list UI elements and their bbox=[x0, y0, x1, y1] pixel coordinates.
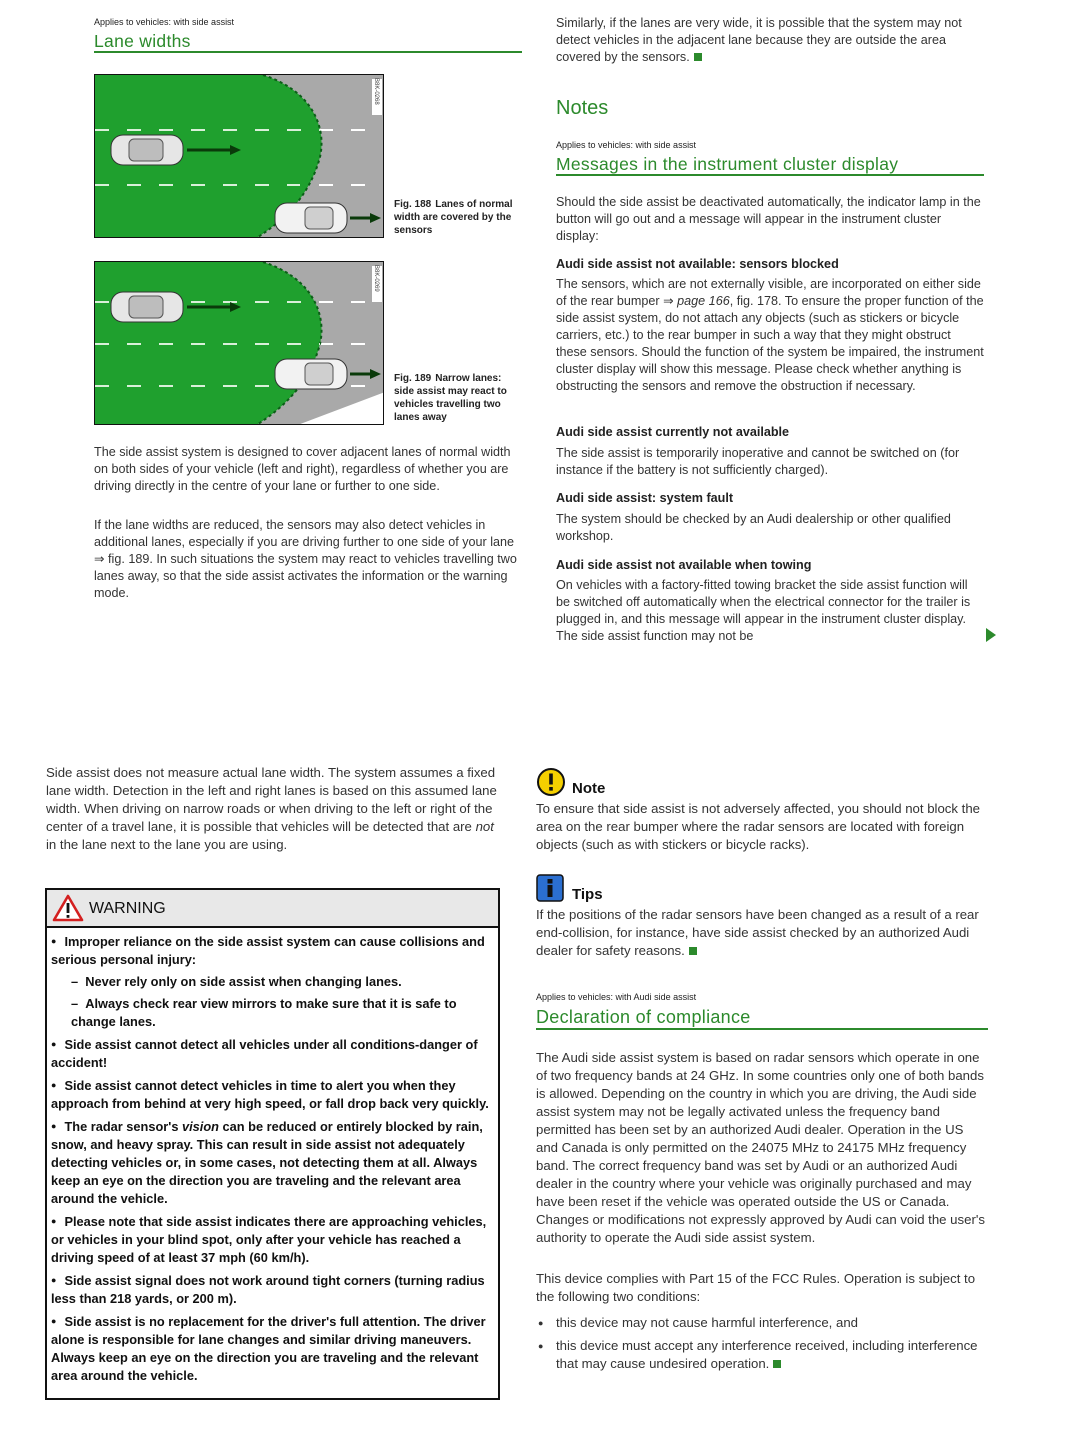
page-ref-arrow: ⇒ bbox=[663, 294, 674, 308]
message-2-heading: Audi side assist currently not available bbox=[556, 425, 790, 439]
tips-title: Tips bbox=[572, 886, 603, 903]
warning-item-7-text: Side assist is no replacement for the driver's full attention. The driver alone is responsible for lane changes and similar driving maneuvers. Always keep an eye on the direction you are traveling and the relevant area around the vehicle. bbox=[51, 1314, 486, 1383]
fig-189-link[interactable]: ⇒ fig. 189 bbox=[94, 552, 150, 566]
declaration-text: The Audi side assist system is based on radar sensors which operate in one of two frequency bands at 24 GHz. In some countries only one of both bands is allowed. Depending on the country in which you are driving, the Audi side assist system may not be legally activated unless the frequency band permitted has been set by an authorized Audi dealer. Operation in the US and Canada is only permitted on the 24075 MHz to 24175 MHz frequency band. The correct frequency band was set by Audi or an authorized Audi dealer in the country where your vehicle was originally purchased and may have been reset if the vehicle was operated outside the US or Canada. Changes or modifications not expressly approved by Audi can void the user's authority to operate the Audi side assist system. bbox=[536, 1050, 985, 1245]
warning-header bbox=[47, 890, 498, 928]
warning-item-5 bbox=[51, 1212, 492, 1267]
lane-width-paragraph bbox=[46, 764, 498, 854]
warning-item-2-text: Side assist cannot detect all vehicles under all conditions-danger of accident! bbox=[51, 1037, 478, 1070]
warning-item-5-text: Please note that side assist indicates there are approaching vehicles, or vehicles in your blind spot, only after your vehicle has reached a driving speed of at least 37 mph (60 km/h). bbox=[51, 1214, 487, 1265]
lane-diagram-narrow bbox=[95, 262, 384, 425]
messages-intro: Should the side assist be deactivated automatically, the indicator lamp in the button will go out and a message will appear in the instrument cluster display: bbox=[556, 195, 981, 243]
note-title: Note bbox=[572, 780, 606, 797]
end-square-icon bbox=[689, 947, 697, 955]
warning-content bbox=[47, 928, 498, 1385]
message-1-heading: Audi side assist not available: sensors blocked bbox=[556, 257, 839, 271]
warning-subitem-2: – Always check rear view mirrors to make sure that it is safe to change lanes. bbox=[71, 996, 457, 1029]
warning-subitem-1-text: Never rely only on side assist when changing lanes. bbox=[85, 974, 402, 989]
warning-item-4-emphasis: vision bbox=[182, 1119, 219, 1134]
warning-box bbox=[45, 888, 500, 1400]
message-4-heading: Audi side assist not available when towing bbox=[556, 558, 812, 572]
tips-text bbox=[536, 906, 988, 960]
wide-lanes-text: Similarly, if the lanes are very wide, it is possible that the system may not detect vehicles in the adjacent lane because they are outside the area covered by the sensors. bbox=[556, 16, 962, 64]
fcc-condition-2-text: this device must accept any interference received, including interference that may cause undesired operation. bbox=[556, 1338, 978, 1371]
lane-paragraph-2 bbox=[94, 517, 522, 602]
figure-188-caption-text: Lanes of normal width are covered by the sensors bbox=[394, 199, 513, 236]
lane-paragraph-2-text-end: . In such situations the system may react to vehicles travelling two lanes away, so that the side assist activates the information or the warning mode. bbox=[94, 552, 517, 600]
message-1-text bbox=[556, 276, 984, 395]
figure-188-number: Fig. 188 bbox=[394, 199, 432, 210]
figure-189-code: B8K-0269 bbox=[373, 265, 379, 292]
warning-item-4-text-a: The radar sensor's bbox=[64, 1119, 182, 1134]
fcc-condition-2 bbox=[536, 1337, 988, 1373]
tips-info-icon bbox=[536, 874, 564, 902]
lane-width-text-a: Side assist does not measure actual lane width. The system assumes a fixed lane width. Detection in the left and right lanes is based on this assumed lane width. When driving on narrow roads or when driving to the left or right of the center of a travel lane, it is possible that vehicles will be detected that are bbox=[46, 765, 497, 834]
figure-189-caption-text: Narrow lanes: side assist may react to vehicles travelling two lanes away bbox=[394, 373, 507, 423]
figure-188-caption bbox=[394, 198, 524, 237]
applies-note: Applies to vehicles: with side assist bbox=[94, 17, 235, 27]
warning-item-4-text-b: can be reduced or entirely blocked by rain, snow, and heavy spray. This can result in side assist not adequately detecting vehicles or, in some cases, not detecting them at all. Always keep an eye on the direction you are traveling and the relevant area around the vehicle. bbox=[51, 1119, 483, 1206]
message-4-text: On vehicles with a factory-fitted towing bracket the side assist function will be switched off automatically when the electrical connector for the trailer is plugged in, and this message will appear in the instrument cluster display. The side assist function may not be bbox=[556, 578, 971, 643]
note-exclamation-icon bbox=[536, 767, 566, 797]
continue-arrow-icon bbox=[985, 628, 997, 642]
fcc-condition-1 bbox=[536, 1314, 988, 1332]
applies-note-messages: Applies to vehicles: with side assist bbox=[556, 140, 697, 150]
tips-text-content: If the positions of the radar sensors have been changed as a result of a rear end-collision, for instance, have side assist checked by an authorized Audi dealer for safety reasons. bbox=[536, 907, 979, 958]
warning-title: WARNING bbox=[89, 900, 166, 917]
note-text: To ensure that side assist is not adversely affected, you should not block the area on the rear bumper where the radar sensors are located with foreign objects (such as with stickers or bicycle racks). bbox=[536, 801, 980, 852]
warning-triangle-icon bbox=[52, 894, 84, 922]
heading-lane-widths: Lane widths bbox=[94, 31, 191, 51]
warning-item-6-text: Side assist signal does not work around tight corners (turning radius less than 218 yards, or 200 m). bbox=[51, 1273, 485, 1306]
lane-width-emphasis: not bbox=[475, 819, 494, 834]
figure-189-number: Fig. 189 bbox=[394, 373, 432, 384]
heading-rule-declaration bbox=[536, 1028, 988, 1030]
warning-item-1-text: Improper reliance on the side assist system can cause collisions and serious personal injury: bbox=[51, 934, 485, 967]
figure-188 bbox=[94, 74, 384, 238]
warning-item-3-text: Side assist cannot detect vehicles in time to alert you when they approach from behind at very high speed, or fall drop back very quickly. bbox=[51, 1078, 489, 1111]
lane-paragraph-1: The side assist system is designed to cover adjacent lanes of normal width on both sides of your vehicle (left and right), regardless of whether you are driving directly in the centre of your lane or further to one side. bbox=[94, 445, 511, 493]
message-1-text-b: , fig. 178. To ensure the proper function of the side assist system, do not attach any objects (such as stickers or bicycle carriers, etc.) to the rear bumper in such a way that they might obstruct these sensors. Should the function of the system be impaired, the instrument cluster display will show this message. Please check whether anything is obstructing the sensors and remove the obstruction if necessary. bbox=[556, 294, 984, 393]
message-3-heading: Audi side assist: system fault bbox=[556, 491, 734, 505]
warning-item-3 bbox=[51, 1076, 492, 1113]
message-2-text: The side assist is temporarily inoperative and cannot be switched on (for instance if the battery is not sufficiently charged). bbox=[556, 446, 960, 477]
lane-width-text-b: in the lane next to the lane you are using. bbox=[46, 837, 288, 852]
heading-messages: Messages in the instrument cluster display bbox=[556, 154, 899, 174]
wide-lanes-paragraph bbox=[556, 15, 981, 66]
heading-rule-messages bbox=[556, 174, 984, 176]
applies-note-compliance: Applies to vehicles: with Audi side assist bbox=[536, 992, 697, 1002]
figure-188-code: B8K-0268 bbox=[373, 78, 379, 105]
notes-heading: Notes bbox=[556, 97, 609, 119]
lower-page bbox=[0, 750, 1078, 1443]
heading-declaration: Declaration of compliance bbox=[536, 1007, 751, 1027]
warning-item-2 bbox=[51, 1035, 492, 1072]
warning-subitem-1: – Never rely only on side assist when changing lanes. bbox=[71, 974, 402, 989]
fcc-text: This device complies with Part 15 of the FCC Rules. Operation is subject to the following two conditions: bbox=[536, 1271, 976, 1304]
message-1-text-a: The sensors, which are not externally visible, are incorporated on either side of the rear bumper bbox=[556, 277, 981, 308]
end-square-icon bbox=[694, 53, 702, 61]
warning-item-7 bbox=[51, 1312, 492, 1385]
warning-item-4 bbox=[51, 1117, 492, 1208]
warning-item-1 bbox=[51, 932, 492, 969]
warning-subitem-2-text: Always check rear view mirrors to make sure that it is safe to change lanes. bbox=[71, 996, 457, 1029]
lane-diagram-normal bbox=[95, 75, 384, 238]
heading-rule bbox=[94, 51, 522, 53]
lane-paragraph-2-text: If the lane widths are reduced, the sensors may also detect vehicles in additional lanes, especially if you are driving further to one side of your lane bbox=[94, 518, 515, 549]
message-3-text: The system should be checked by an Audi dealership or other qualified workshop. bbox=[556, 512, 951, 543]
warning-item-6 bbox=[51, 1271, 492, 1308]
end-square-icon bbox=[773, 1360, 781, 1368]
fcc-condition-1-text: this device may not cause harmful interference, and bbox=[556, 1315, 859, 1330]
page-166-link[interactable]: page 166 bbox=[677, 294, 730, 308]
upper-page bbox=[0, 0, 1078, 700]
figure-189-caption bbox=[394, 372, 524, 424]
figure-189 bbox=[94, 261, 384, 425]
fcc-conditions-list bbox=[536, 1314, 988, 1378]
